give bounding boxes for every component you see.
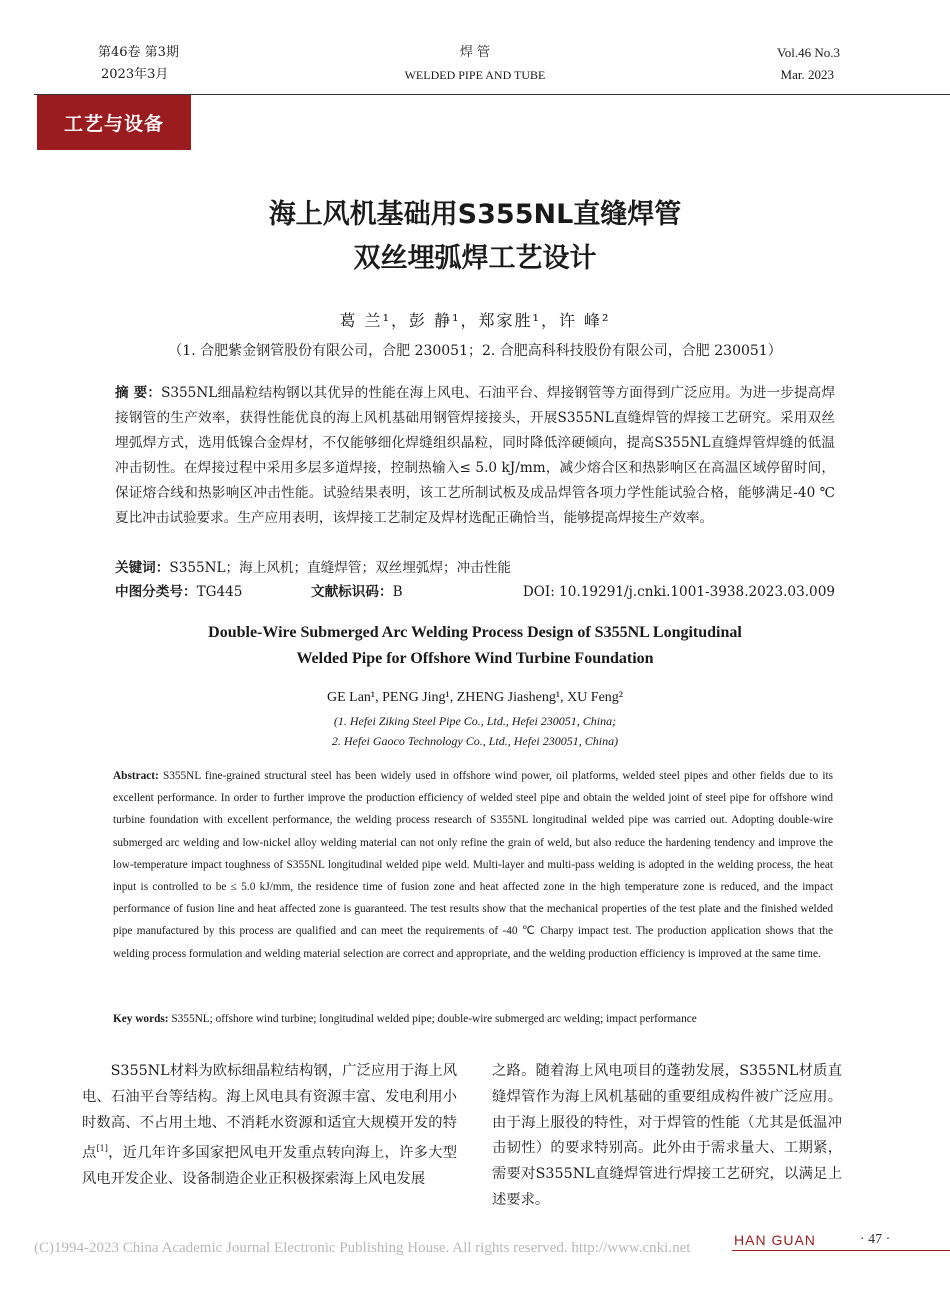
header-journal-cn: 焊 管 bbox=[459, 45, 491, 60]
header-volume-en: Vol.46 No.3 bbox=[777, 45, 840, 60]
abstract-cn bbox=[115, 381, 835, 531]
body-column-right bbox=[492, 1059, 842, 1214]
title-cn-line1: 海上风机基础用S355NL直缝焊管 bbox=[268, 199, 682, 230]
header-volume: 第46卷 第3期 bbox=[98, 45, 179, 60]
keywords-cn bbox=[115, 556, 835, 581]
body-col1-text: S355NL材料为欧标细晶粒结构钢，广泛应用于海上风电、石油平台等结构。海上风电具有资源丰富、发电利用小时数高、不占用土地、不消耗水资源和适宜大规模开发的特点 bbox=[82, 1063, 457, 1162]
body-col1-cont: ，近几年许多国家把风电开发重点转向海上，许多大型风电开发企业、设备制造企业正积极探索海上风电发展 bbox=[82, 1145, 457, 1187]
body-column-left bbox=[82, 1059, 457, 1193]
keywords-en-label: Key words: bbox=[113, 1013, 169, 1025]
authors-cn: 葛 兰¹，彭 静¹，郑家胜¹，许 峰² bbox=[339, 311, 611, 330]
title-cn-line2: 双丝埋弧焊工艺设计 bbox=[353, 243, 597, 274]
section-tag: 工艺与设备 bbox=[37, 95, 191, 150]
title-en-line1: Double-Wire Submerged Arc Welding Process Design of S355NL Longitudinal bbox=[208, 624, 742, 641]
header-date: 2023年3月 bbox=[101, 67, 169, 82]
abstract-cn-label: 摘 要： bbox=[115, 385, 162, 401]
affiliation-en-line1: (1. Hefei Ziking Steel Pipe Co., Ltd., Hefei 230051, China; bbox=[333, 714, 617, 728]
keywords-en-text: S355NL; offshore wind turbine; longitudinal welded pipe; double-wire submerged arc welding; impact performance bbox=[168, 1013, 697, 1025]
header-journal-en: WELDED PIPE AND TUBE bbox=[404, 68, 546, 82]
page-number: · 47 · bbox=[860, 1232, 891, 1247]
copyright-notice: (C)1994-2023 China Academic Journal Electronic Publishing House. All rights reserved. http://www.cnki.net bbox=[34, 1240, 691, 1256]
title-en-line2: Welded Pipe for Offshore Wind Turbine Foundation bbox=[296, 650, 654, 667]
affiliation-en-line2: 2. Hefei Gaoco Technology Co., Ltd., Hefei 230051, China) bbox=[331, 734, 619, 748]
abstract-en-text: S355NL fine-grained structural steel has been widely used in offshore wind power, oil platforms, welded steel pipes and other fields due to its excellent performance. In order to further improve the production efficiency of welded steel pipe and obtain the welded joint of steel pipe for offshore wind turbine foundation with excellent performance, the welding process research of S355NL longitudinal welded pipe was carried out. Adopting double-wire submerged arc welding and low-nickel alloy welding material can not only refine the grain of weld, but also reduce the hardening tendency and improve the low-temperature impact toughness of S355NL longitudinal welded pipe weld. Multi-layer and multi-pass welding is adopted in the welding process, the heat input is controlled to be ≤ 5.0 kJ/mm, the residence time of fusion zone and heat affected zone in the high temperature zone is reduced, and the impact performance of fusion line and heat affected zone is guaranteed. The test results show that the mechanical properties of the test plate and the finished welded pipe manufactured by this process are qualified and can meet the requirements of -40 ℃ Charpy impact test. The production application shows that the welding process formulation and welding material selection are correct and appropriate, and the welding production efficiency is improved at the same time. bbox=[113, 770, 833, 960]
clc-value: TG445 bbox=[196, 584, 243, 600]
classification-row bbox=[115, 580, 835, 605]
doc-code-value: B bbox=[392, 584, 403, 600]
keywords-cn-text: S355NL；海上风机；直缝焊管；双丝埋弧焊；冲击性能 bbox=[169, 560, 512, 576]
abstract-en bbox=[113, 765, 833, 965]
authors-en: GE Lan¹, PENG Jing¹, ZHENG Jiasheng¹, XU Feng² bbox=[327, 690, 623, 705]
watermark-logo: HAN GUAN bbox=[734, 1232, 816, 1248]
footer-rule bbox=[732, 1250, 950, 1251]
header-date-en: Mar. 2023 bbox=[780, 67, 834, 82]
abstract-cn-text: S355NL细晶粒结构钢以其优异的性能在海上风电、石油平台、焊接钢管等方面得到广泛应用。为进一步提高焊接钢管的生产效率，获得性能优良的海上风机基础用钢管焊接接头，开展S355NL直缝焊管的焊接工艺研究。采用双丝埋弧焊方式，选用低镍合金焊材，不仅能够细化焊缝组织晶粒，同时降低淬硬倾向，提高S355NL直缝焊管焊缝的低温冲击韧性。在焊接过程中采用多层多道焊接，控制热输入≤ 5.0 kJ/mm，减少熔合区和热影响区在高温区域停留时间，保证熔合线和热影响区冲击性能。试验结果表明，该工艺所制试板及成品焊管各项力学性能试验合格，能够满足-40 ℃夏比冲击试验要求。生产应用表明，该焊接工艺制定及焊材选配正确恰当，能够提高焊接生产效率。 bbox=[115, 385, 835, 526]
affiliation-cn: （1. 合肥紫金钢管股份有限公司，合肥 230051；2. 合肥高科科技股份有限公司，合肥 230051） bbox=[168, 343, 782, 359]
keywords-en bbox=[113, 1008, 833, 1030]
doi: DOI: 10.19291/j.cnki.1001-3938.2023.03.009 bbox=[522, 584, 835, 600]
keywords-cn-label: 关键词： bbox=[115, 560, 170, 576]
body-col2-text: 之路。随着海上风电项目的蓬勃发展，S355NL材质直缝焊管作为海上风机基础的重要组成构件被广泛应用。由于海上服役的特性，对于焊管的性能（尤其是低温冲击韧性）的要求特别高。此外由于需求量大、工期紧，需要对S355NL直缝焊管进行焊接工艺研究，以满足上述要求。 bbox=[492, 1063, 842, 1208]
citation-ref: [1] bbox=[96, 1144, 108, 1154]
doc-code-label: 文献标识码： bbox=[311, 584, 393, 600]
abstract-en-label: Abstract: bbox=[113, 770, 159, 782]
clc-label: 中图分类号： bbox=[115, 584, 197, 600]
